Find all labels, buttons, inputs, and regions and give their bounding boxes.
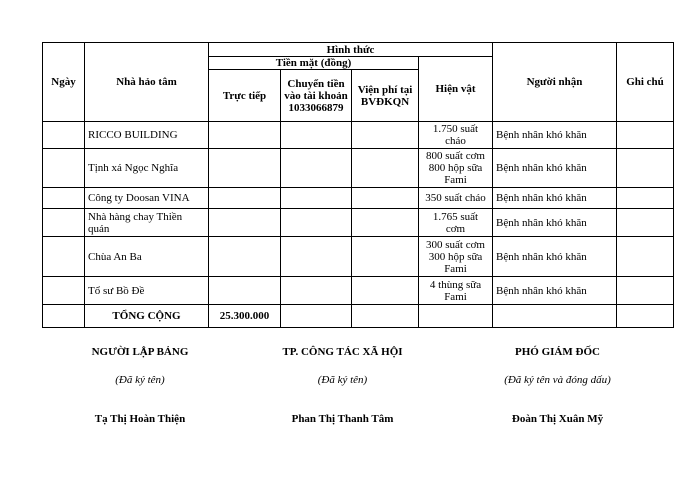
transfer-cell [281, 188, 352, 209]
hospital-fee-cell [352, 305, 419, 328]
date-cell [43, 209, 85, 237]
donation-table [42, 42, 674, 328]
table-row [43, 237, 674, 277]
transfer-cell [281, 277, 352, 305]
header-cash: Tiền mặt (đồng) [209, 57, 419, 70]
signature-social-work [250, 346, 435, 425]
in-kind-cell: 350 suất cháo [419, 188, 493, 209]
recipient-cell: Bệnh nhân khó khăn [493, 277, 617, 305]
recipient-cell: Bệnh nhân khó khăn [493, 188, 617, 209]
total-label: TỔNG CỘNG [85, 305, 209, 328]
signature-deputy-director [475, 346, 640, 425]
signature-note: (Đã ký tên) [317, 374, 368, 386]
transfer-cell [281, 237, 352, 277]
signature-preparer [60, 346, 220, 425]
table-row [43, 277, 674, 305]
in-kind-cell: 800 suất cơm 800 hộp sữa Fami [419, 149, 493, 188]
signature-title: TP. CÔNG TÁC XÃ HỘI [282, 346, 403, 358]
donor-cell: Tổ sư Bồ Đề [85, 277, 209, 305]
header-hospital-fee: Viện phí tại BVĐKQN [352, 70, 419, 122]
hospital-fee-cell [352, 122, 419, 149]
note-cell [617, 149, 674, 188]
header-direct: Trực tiếp [209, 70, 281, 122]
header-method: Hình thức [209, 43, 493, 57]
donor-cell: Công ty Doosan VINA [85, 188, 209, 209]
recipient-cell: Bệnh nhân khó khăn [493, 209, 617, 237]
donor-cell: Nhà hàng chay Thiền quán [85, 209, 209, 237]
note-cell [617, 277, 674, 305]
in-kind-cell: 1.750 suất cháo [419, 122, 493, 149]
header-transfer: Chuyển tiền vào tài khoản 1033066879 [281, 70, 352, 122]
donor-cell: Tịnh xá Ngọc Nghĩa [85, 149, 209, 188]
transfer-cell [281, 149, 352, 188]
hospital-fee-cell [352, 149, 419, 188]
direct-cell [209, 122, 281, 149]
in-kind-cell: 4 thùng sữa Fami [419, 277, 493, 305]
recipient-cell: Bệnh nhân khó khăn [493, 122, 617, 149]
signature-name: Đoàn Thị Xuân Mỹ [511, 413, 604, 425]
signature-note: (Đã ký tên) [115, 374, 165, 386]
total-direct: 25.300.000 [209, 305, 281, 328]
transfer-cell [281, 122, 352, 149]
transfer-cell [281, 305, 352, 328]
header-in-kind: Hiện vật [419, 57, 493, 122]
hospital-fee-cell [352, 277, 419, 305]
donor-cell: RICCO BUILDING [85, 122, 209, 149]
table-row [43, 209, 674, 237]
signature-name: Tạ Thị Hoàn Thiện [94, 413, 186, 425]
hospital-fee-cell [352, 237, 419, 277]
recipient-cell [493, 305, 617, 328]
signature-name: Phan Thị Thanh Tâm [291, 413, 394, 425]
hospital-fee-cell [352, 188, 419, 209]
in-kind-cell [419, 305, 493, 328]
date-cell [43, 305, 85, 328]
direct-cell [209, 277, 281, 305]
date-cell [43, 149, 85, 188]
in-kind-cell: 300 suất cơm 300 hộp sữa Fami [419, 237, 493, 277]
donor-cell: Chùa An Ba [85, 237, 209, 277]
signature-title: NGƯỜI LẬP BẢNG [91, 346, 189, 358]
table-row [43, 149, 674, 188]
table-row [43, 122, 674, 149]
direct-cell [209, 237, 281, 277]
transfer-cell [281, 209, 352, 237]
header-note: Ghi chú [617, 43, 674, 122]
note-cell [617, 237, 674, 277]
header-donor: Nhà hảo tâm [85, 43, 209, 122]
hospital-fee-cell [352, 209, 419, 237]
total-row [43, 305, 674, 328]
date-cell [43, 237, 85, 277]
date-cell [43, 122, 85, 149]
direct-cell [209, 209, 281, 237]
header-date: Ngày [43, 43, 85, 122]
signature-title: PHÓ GIÁM ĐỐC [515, 346, 600, 358]
note-cell [617, 305, 674, 328]
signature-note: (Đã ký tên và đóng dấu) [504, 374, 611, 386]
date-cell [43, 277, 85, 305]
recipient-cell: Bệnh nhân khó khăn [493, 237, 617, 277]
note-cell [617, 209, 674, 237]
date-cell [43, 188, 85, 209]
note-cell [617, 122, 674, 149]
direct-cell [209, 188, 281, 209]
note-cell [617, 188, 674, 209]
in-kind-cell: 1.765 suất cơm [419, 209, 493, 237]
table-row [43, 188, 674, 209]
header-recipient: Người nhận [493, 43, 617, 122]
recipient-cell: Bệnh nhân khó khăn [493, 149, 617, 188]
direct-cell [209, 149, 281, 188]
